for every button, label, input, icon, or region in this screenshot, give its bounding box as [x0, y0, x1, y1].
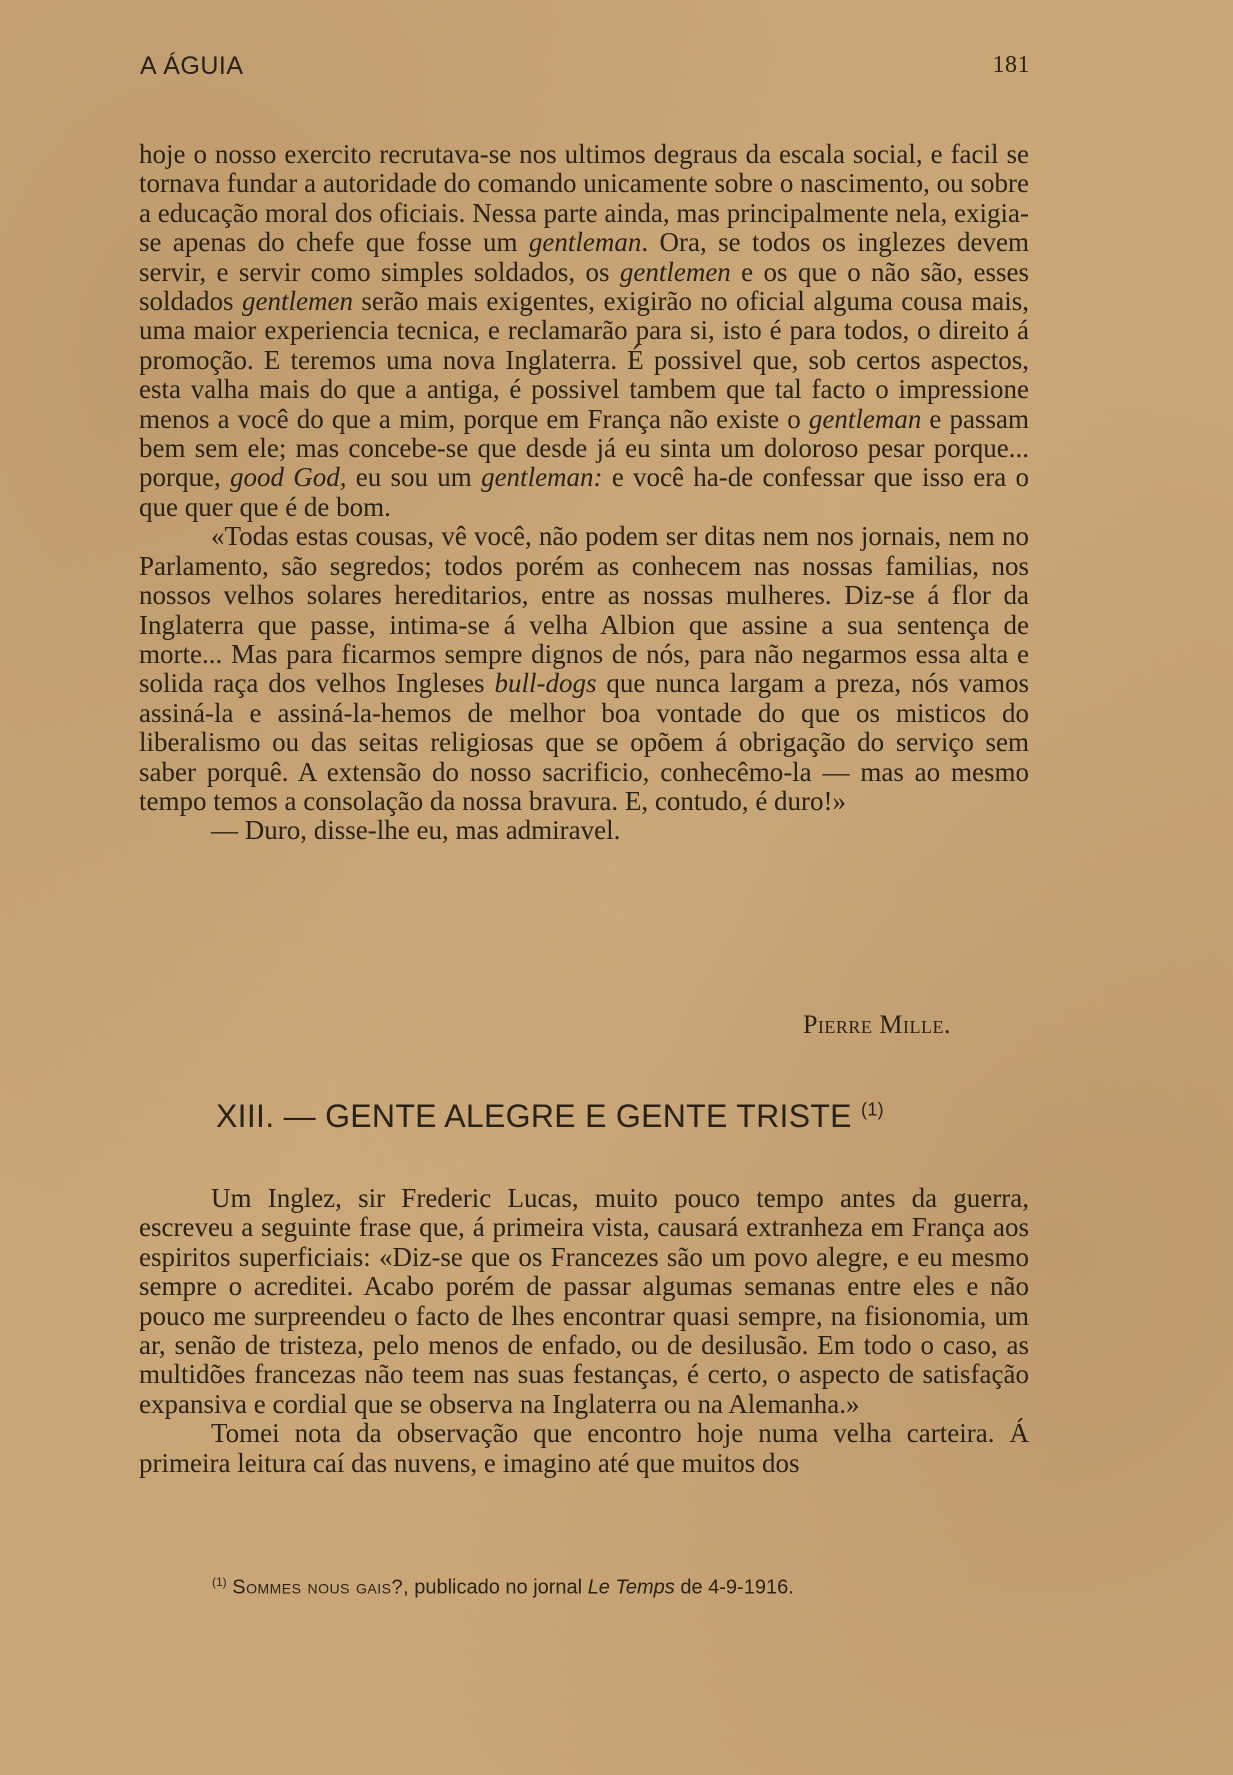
journal-title: A ÁGUIA — [140, 52, 244, 80]
footnote: $^{(1)}$ Sommes nous gais?, publicado no jornal Le Temps de 4-9-1916. — [212, 1575, 794, 1599]
section-heading: XIII. — GENTE ALEGRE E GENTE TRISTE $^{(1)}$ — [216, 1098, 884, 1134]
running-header — [140, 52, 1030, 88]
paragraph: «Todas estas cousas, vê você, não podem ser ditas nem nos jornais, nem no Parlamento, são segredos; todos porém as conhecem nas nossas familias, nos nossos velhos solares hereditarios, entre as nossas mulheres. Diz-se á flor da Inglaterra que passe, intima-se á velha Albion que assine a sua sentença de morte... Mas para ficarmos sempre dignos de nós, para não negarmos essa alta e solida raça dos velhos Ingleses bull-dogs que nunca largam a preza, nós vamos assiná-la e assiná-la-hemos de melhor boa vontade do que os misticos do liberalismo ou das seitas religiosas que se opõem á obrigação do serviço sem saber porquê. A extensão do nosso sacrificio, conhecêmo-la — mas ao mesmo tempo temos a consolação da nossa bravura. E, contudo, é duro!» — [139, 521, 1029, 816]
paragraph: — Duro, disse-lhe eu, mas admiravel. — [211, 815, 621, 846]
paragraph: Tomei nota da observação que encontro hoje numa velha carteira. Á primeira leitura caí das nuvens, e imagino até que muitos dos — [139, 1418, 1029, 1478]
page-number: 181 — [992, 52, 1030, 78]
footnote-mark: (1) — [861, 1099, 884, 1120]
article-continuation — [139, 140, 1029, 846]
section-body — [139, 1184, 1029, 1478]
footnote-mark: (1) — [212, 1575, 227, 1589]
paragraph: Um Inglez, sir Frederic Lucas, muito pouco tempo antes da guerra, escreveu a seguinte frase que, á primeira vista, causará extranheza em França aos espiritos superficiais: «Diz-se que os Francezes são um povo alegre, e eu mesmo sempre o acreditei. Acabo porém de passar algumas semanas entre eles e não pouco me surpreendeu o facto de lhes encontrar quasi sempre, na fisionomia, um ar, senão de tristeza, pelo menos de enfado, ou de desilusão. Em todo o caso, as multidões francezas não teem nas suas festanças, é certo, o aspecto de satisfação expansiva e cordial que se observa na Inglaterra ou na Alemanha.» — [139, 1183, 1029, 1419]
author-signature: Pierre Mille. — [802, 1010, 951, 1039]
paragraph: hoje o nosso exercito recrutava-se nos ultimos degraus da escala social, e facil se tornava fundar a autoridade do comando unicamente sobre o nascimento, ou sobre a educação moral dos oficiais. Nessa parte ainda, mas principalmente nela, exigia-se apenas do chefe que fosse um gentleman. Ora, se todos os inglezes devem servir, e servir como simples soldados, os gentlemen e os que o não são, esses soldados gentlemen serão mais exigentes, exigirão no oficial alguma cousa mais, uma maior experiencia tecnica, e reclamarão para si, isto é para todos, o direito á promoção. E teremos uma nova Inglaterra. É possivel que, sob certos aspectos, esta valha mais do que a antiga, é possivel tambem que tal facto o impressione menos a você do que a mim, porque em França não existe o gentleman e passam bem sem ele; mas concebe-se que desde já eu sinta um doloroso pesar porque... porque, good God, eu sou um gentleman: e você ha-de confessar que isso era o que quer que é de bom. — [139, 139, 1030, 522]
footnote-title: Sommes nous gais? — [232, 1576, 404, 1599]
journal-name: Le Temps — [587, 1576, 675, 1599]
